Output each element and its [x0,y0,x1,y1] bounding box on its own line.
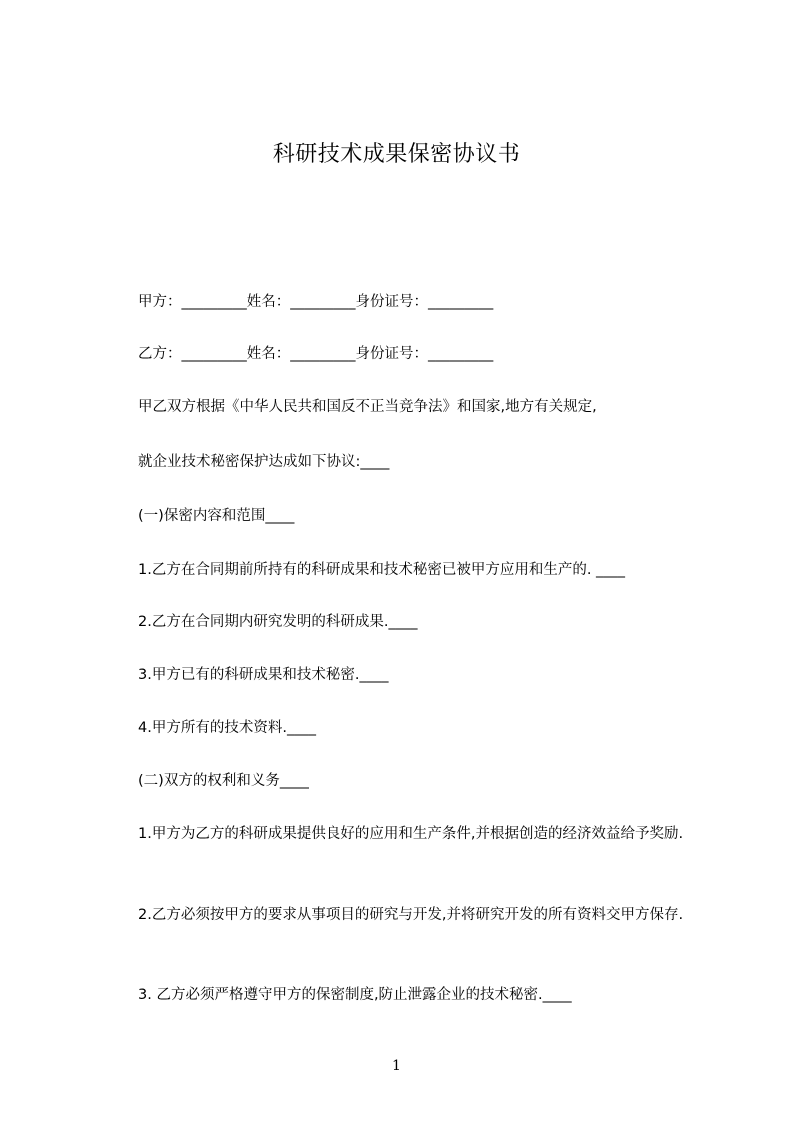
section-1-item-2: 2.乙方在合同期内研究发明的科研成果.____ [138,614,418,630]
section-1-heading: (一)保密内容和范围____ [138,508,295,524]
section-1-item-1: 1.乙方在合同期前所持有的科研成果和技术秘密已被甲方应用和生产的. ____ [138,562,626,578]
section-1-item-3: 3.甲方已有的科研成果和技术秘密.____ [138,667,389,683]
page-number: 1 [392,1058,401,1074]
section-2-item-1: 1.甲方为乙方的科研成果提供良好的应用和生产条件,并根据创造的经济效益给予奖励. [138,826,684,842]
section-2-item-3: 3. 乙方必须严格遵守甲方的保密制度,防止泄露企业的技术秘密.____ [138,987,572,1003]
section-2-item-2: 2.乙方必须按甲方的要求从事项目的研究与开发,并将研究开发的所有资料交甲方保存. [138,907,684,923]
party-b-line: 乙方：_________姓名：_________身份证号：_________ [138,346,494,362]
party-a-line: 甲方：_________姓名：_________身份证号：_________ [138,294,494,310]
preamble-line-1: 甲乙双方根据《中华人民共和国反不正当竞争法》和国家,地方有关规定, [138,399,597,415]
preamble-line-2: 就企业技术秘密保护达成如下协议:____ [138,454,390,470]
section-2-heading: (二)双方的权利和义务____ [138,773,309,789]
document-title: 科研技术成果保密协议书 [272,142,521,167]
section-1-item-4: 4.甲方所有的技术资料.____ [138,720,316,736]
